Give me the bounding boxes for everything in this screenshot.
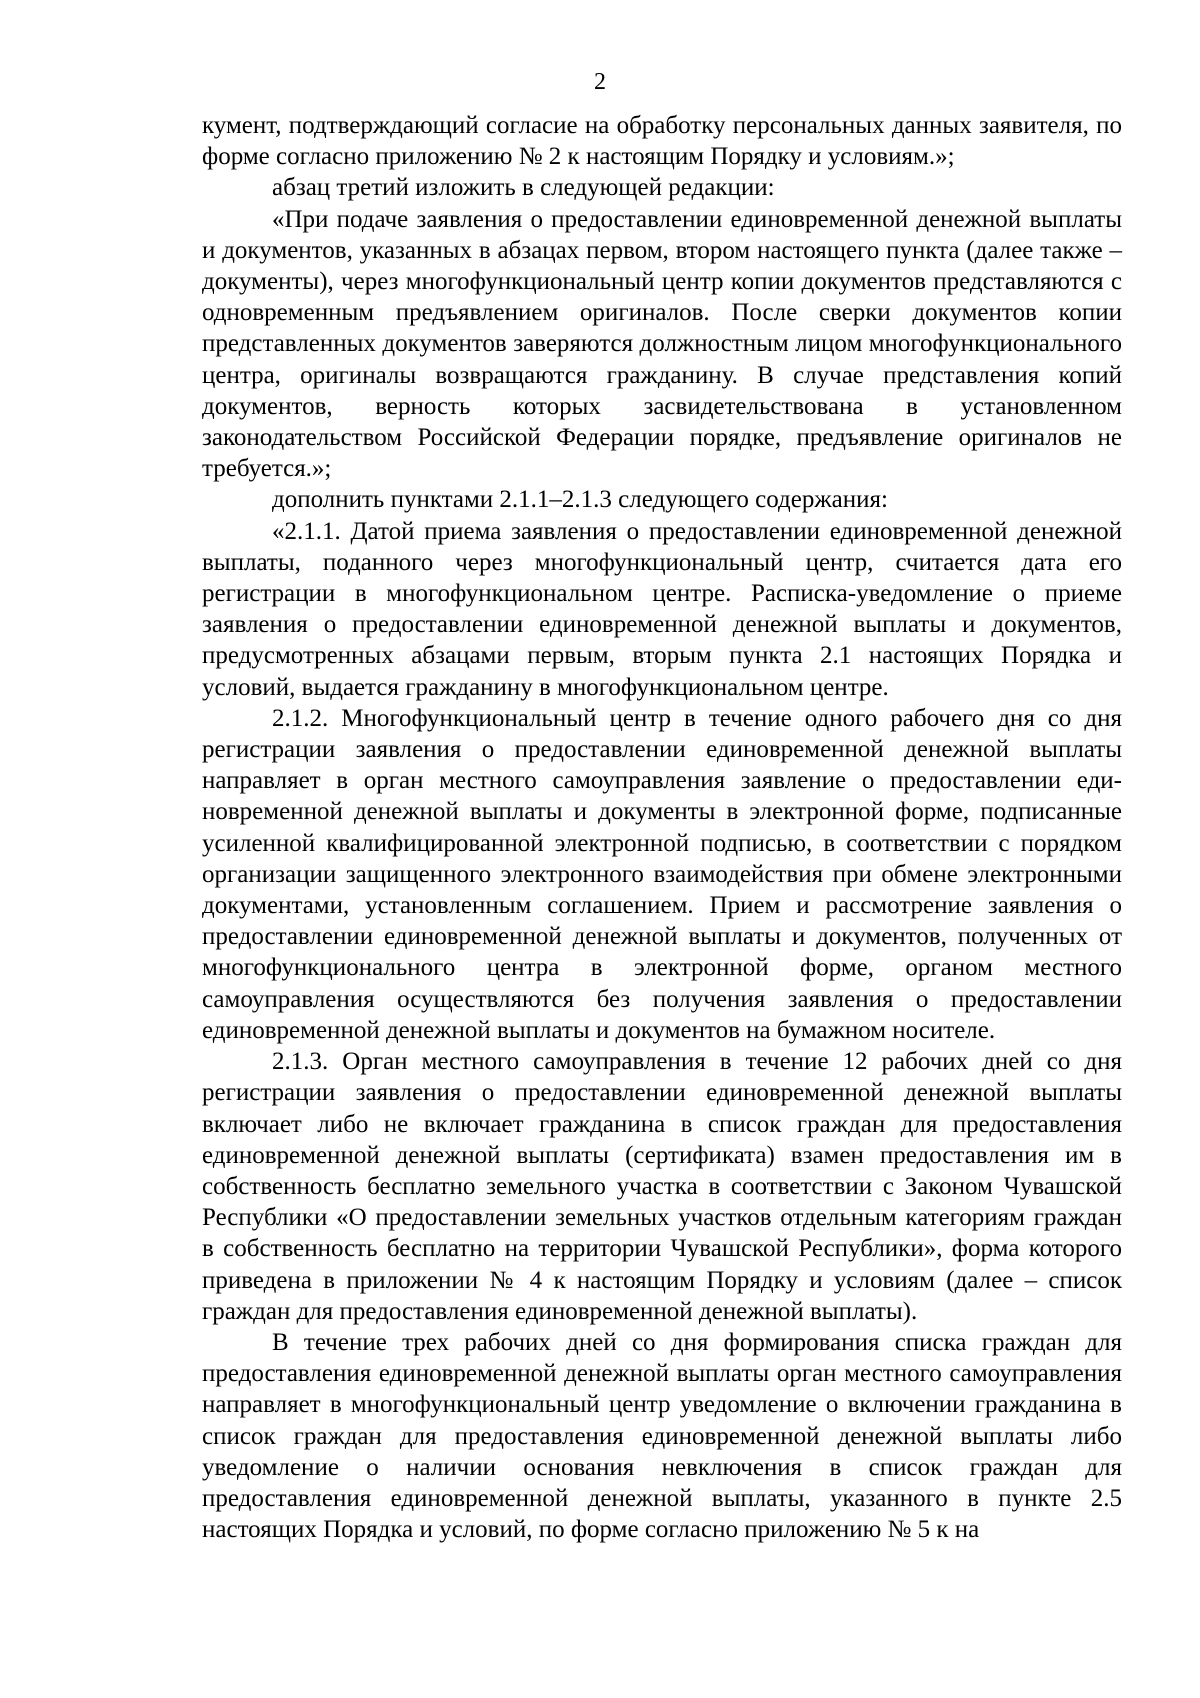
- paragraph-instruction-third-abzac: абзац третий изложить в следующей редакции:: [272, 174, 775, 202]
- document-body: [202, 110, 1122, 1545]
- page-number: 2: [594, 69, 606, 95]
- paragraph-copies-of-documents: «При подаче заявления о предоставлении единовременной денежной выплаты и документов, указанных в абзацах первом, втором настоящего пункта (далее также – документы), через многофункциональный центр копии документов представляются с одновременным предъявлением оригиналов. После сверки документов копии представленных документов заверяются должностным лицом многофункционального центра, оригиналы возвращаются гражданину. В случае представления копий документов, верность которых засвидетельствована в установленном законодательством Российской Федерации порядке, предъявление оригиналов не требуется.»;: [202, 205, 1122, 483]
- paragraph-point-2-1-1: «2.1.1. Датой приема заявления о предоставлении единовременной денежной выплаты, поданного через многофункциональный центр, считается дата его регистрации в многофункциональном центре. Расписка-уведомление о приеме заявления о предоставлении единовременной денежной выплаты и документов, предусмотренных абзацами первым, вторым пункта 2.1 настоящих Порядка и условий, выдается гражданину в многофункциональном центре.: [202, 517, 1122, 701]
- paragraph-continuation: кумент, подтверждающий согласие на обработку персональных данных заявителя, по форме согласно приложению № 2 к настоящим Порядку и условиям.»;: [202, 112, 1122, 171]
- paragraph-instruction-add-points: дополнить пунктами 2.1.1–2.1.3 следующего содержания:: [272, 486, 888, 514]
- paragraph-point-2-1-2: 2.1.2. Многофункциональный центр в течение одного рабочего дня со дня регистрации заявления о предоставлении единовременной денежной выплаты направляет в орган местного самоуправления заявление о предоставлении единовременной денежной выплаты и документы в электронной форме, подписанные усиленной квалифицированной электронной подписью, в соответствии с порядком организации защищенного электронного взаимодействия при обмене электронными документами, установленным соглашением. Прием и рассмотрение заявления о предоставлении единовременной денежной выплаты и документов, полученных от многофункционального центра в электронной форме, органом местного самоуправления осуществляются без получения заявления о предоставлении единовременной денежной выплаты и документов на бумажном носителе.: [202, 704, 1122, 1044]
- paragraph-notification: В течение трех рабочих дней со дня формирования списка граждан для предоставления единовременной денежной выплаты орган местного самоуправления направляет в многофункциональный центр уведомление о включении гражданина в список граждан для предоставления единовременной денежной выплаты либо уведомление о наличии основания невключения в список граждан для предоставления единовременной денежной выплаты, указанного в пункте 2.5 настоящих Порядка и условий, по форме согласно приложению № 5 к на: [202, 1328, 1122, 1544]
- paragraph-point-2-1-3: 2.1.3. Орган местного самоуправления в течение 12 рабочих дней со дня регистрации заявления о предоставлении единовременной денежной выплаты включает либо не включает гражданина в список граждан для предоставления единовременной денежной выплаты (сертификата) взамен предоставления им в собственность бесплатно земельного участка в соответствии с Законом Чувашской Республики «О предоставлении земельных участков отдельным категориям граждан в собственность бесплатно на территории Чувашской Республики», форма которого приведена в приложении № 4 к настоящим Порядку и условиям (далее – список граждан для предоставления единовременной денежной выплаты).: [202, 1048, 1122, 1325]
